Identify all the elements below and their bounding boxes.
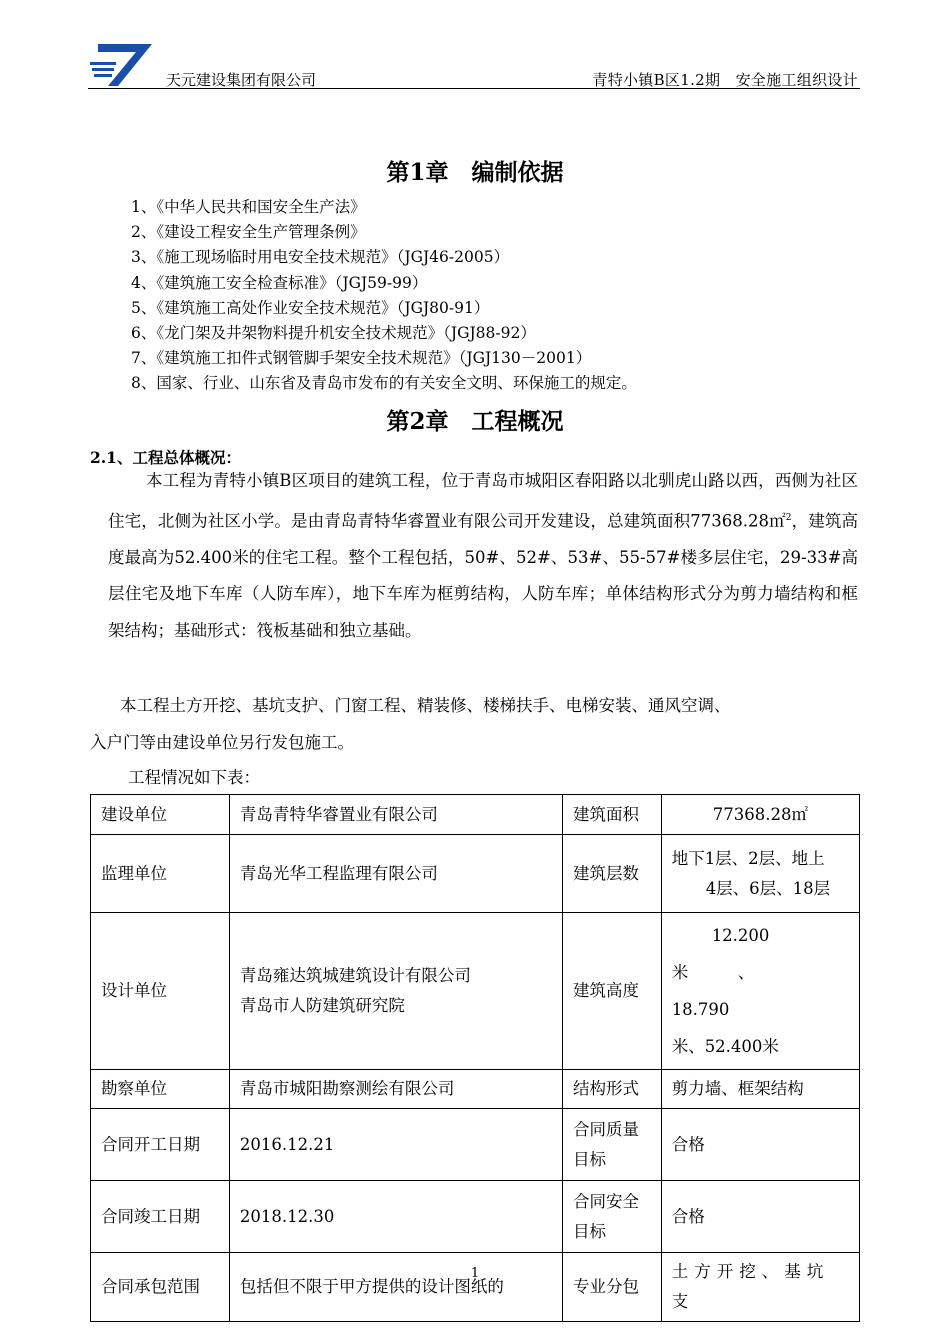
table-cell-label: 勘察单位 — [91, 1070, 230, 1109]
table-cell-value: 青岛光华工程监理有限公司 — [229, 835, 562, 913]
list-item: 4、《建筑施工安全检查标准》（JGJ59-99） — [131, 273, 428, 292]
table-row — [91, 1253, 860, 1322]
table-cell-value: 青岛青特华睿置业有限公司 — [229, 795, 562, 835]
table-cell-value: 合格 — [661, 1109, 859, 1181]
reference-list — [131, 195, 637, 397]
list-item: 2、《建设工程安全生产管理条例》 — [131, 223, 366, 242]
company-logo-icon — [88, 40, 156, 88]
table-cell-label: 建筑层数 — [563, 835, 662, 913]
table-cell-label: 合同开工日期 — [91, 1109, 230, 1181]
height-line-2: 米 、 18.790 — [671, 963, 796, 1019]
table-row — [91, 795, 860, 835]
list-item: 3、《施工现场临时用电安全技术规范》（JGJ46-2005） — [131, 248, 510, 267]
table-cell-value — [661, 835, 859, 913]
table-cell-value: 合格 — [661, 1181, 859, 1253]
overview-text-2: ，建筑高度最高为52.400米的住宅工程。整个工程包括，50#、52#、53#、55-57#楼多层住宅，29-33#高层住宅及地下车库（人防车库），地下车库为框剪结构，人防车库；单体结构形式分为剪力墙结构和框架结构；基础形式：筏板基础和独立基础。 — [108, 511, 859, 640]
designer-line-1: 青岛雍达筑城建筑设计有限公司 — [239, 966, 471, 985]
document-title: 青特小镇B区1.2期 安全施工组织设计 — [592, 71, 858, 89]
table-cell-label: 合同竣工日期 — [91, 1181, 230, 1253]
table-row — [91, 835, 860, 913]
project-info-table — [90, 794, 860, 1322]
table-cell-value: 77368.28㎡ — [661, 795, 859, 835]
company-name: 天元建设集团有限公司 — [166, 71, 317, 89]
quality-label-line-1: 合同质量 — [573, 1119, 640, 1139]
subcontract-line-2: 入户门等由建设单位另行发包施工。 — [90, 732, 354, 752]
floors-line-1: 地下1层、2层、地上 — [671, 848, 825, 868]
section-title: 2.1、工程总体概况： — [90, 448, 241, 467]
overview-text-1: 本工程为青特小镇B区项目的建筑工程，位于青岛市城阳区春阳路以北驯虎山路以西，西侧为社区住宅，北侧为社区小学。是由青岛青特华睿置业有限公司开发建设，总建筑面积77368.28㎡ — [108, 471, 858, 530]
chapter-2-title: 第2章 工程概况 — [386, 408, 564, 435]
table-cell-label: 监理单位 — [91, 835, 230, 913]
list-item: 7、《建筑施工扣件式钢管脚手架安全技术规范》（JGJ130－2001） — [131, 349, 592, 368]
table-cell-label: 设计单位 — [91, 913, 230, 1070]
table-cell-value: 土方开挖、基坑支 — [661, 1253, 859, 1322]
table-cell-label: 合同承包范围 — [91, 1253, 230, 1322]
safety-label-line-2: 目标 — [573, 1221, 607, 1241]
overview-paragraph — [108, 463, 858, 649]
subcontract-paragraph — [90, 688, 858, 761]
chapter-1-title: 第1章 编制依据 — [386, 159, 564, 186]
table-cell-value: 包括但不限于甲方提供的设计图纸的 — [229, 1253, 562, 1322]
table-cell-label: 建设单位 — [91, 795, 230, 835]
table-row — [91, 1181, 860, 1253]
designer-line-2: 青岛市人防建筑研究院 — [239, 996, 405, 1015]
table-cell-value: 2018.12.30 — [229, 1181, 562, 1253]
table-intro: 工程情况如下表： — [128, 768, 260, 787]
page-number: 1 — [470, 1266, 480, 1281]
table-cell-value: 青岛市城阳勘察测绘有限公司 — [229, 1070, 562, 1109]
table-cell-label: 专业分包 — [563, 1253, 662, 1322]
page-header — [88, 40, 860, 92]
list-item: 5、《建筑施工高处作业安全技术规范》（JGJ80-91） — [131, 298, 490, 317]
table-cell-label: 建筑高度 — [563, 913, 662, 1070]
table-row — [91, 1070, 860, 1109]
table-cell-label: 建筑面积 — [563, 795, 662, 835]
table-cell-value: 剪力墙、框架结构 — [661, 1070, 859, 1109]
header-divider — [88, 88, 860, 89]
subcontract-line-1: 本工程土方开挖、基坑支护、门窗工程、精装修、楼梯扶手、电梯安装、通风空调、 — [120, 696, 731, 715]
height-line-1: 12.200 — [711, 926, 770, 945]
table-cell-value — [229, 913, 562, 1070]
safety-label-line-1: 合同安全 — [573, 1191, 640, 1211]
table-row — [91, 1109, 860, 1181]
quality-label-line-2: 目标 — [573, 1149, 607, 1169]
table-cell-label — [563, 1181, 662, 1253]
superscript: 2 — [785, 512, 792, 523]
table-cell-label: 结构形式 — [563, 1070, 662, 1109]
list-item: 1、《中华人民共和国安全生产法》 — [131, 198, 366, 216]
table-cell-value: 2016.12.21 — [229, 1109, 562, 1181]
table-cell-label — [563, 1109, 662, 1181]
list-item: 8、国家、行业、山东省及青岛市发布的有关安全文明、环保施工的规定。 — [131, 374, 637, 393]
list-item: 6、《龙门架及井架物料提升机安全技术规范》（JGJ88-92） — [131, 323, 536, 342]
table-cell-value — [661, 913, 859, 1070]
floors-line-2: 4层、6层、18层 — [705, 878, 831, 898]
table-row — [91, 913, 860, 1070]
height-line-3: 米、52.400米 — [671, 1037, 779, 1056]
